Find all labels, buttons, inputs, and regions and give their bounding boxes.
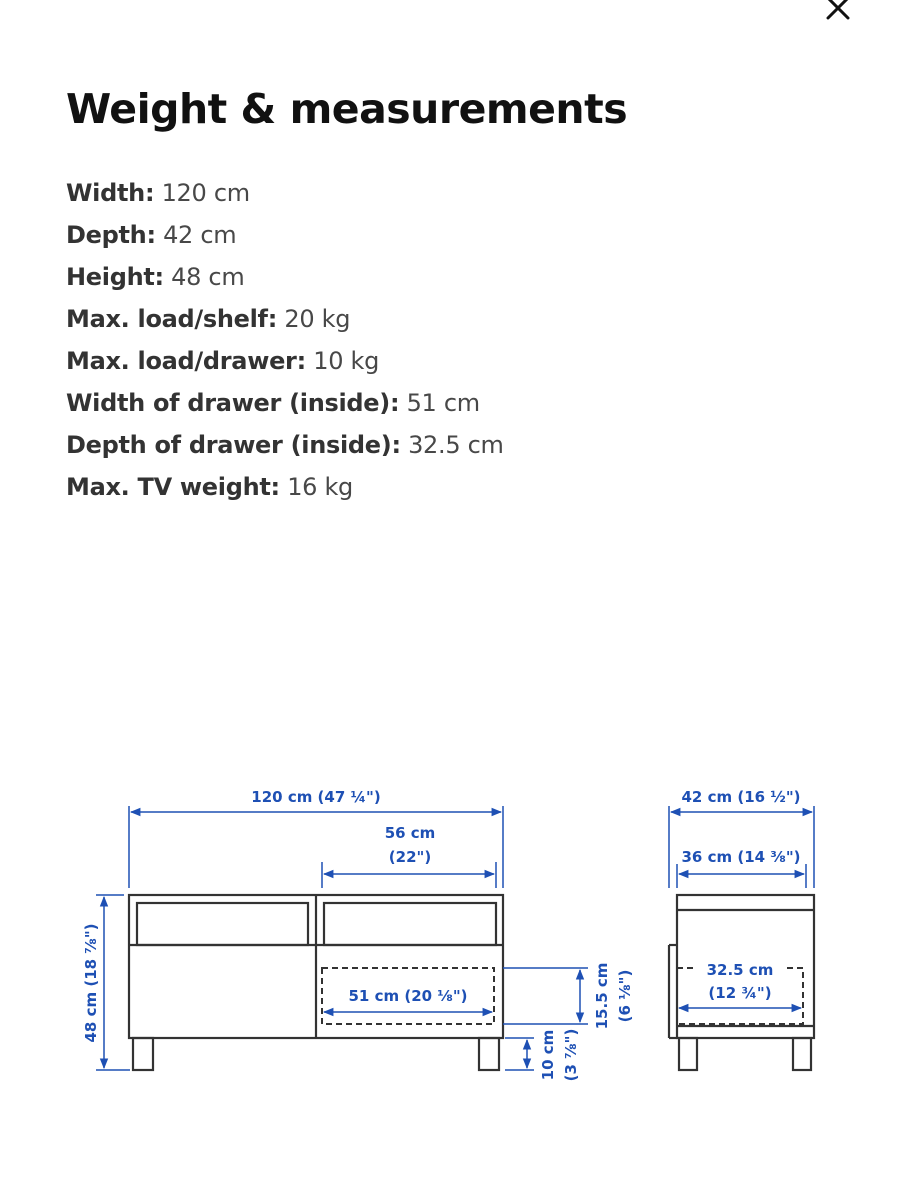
drawer-depth-label-in: (12 ¾"): [708, 984, 772, 1002]
spec-label: Max. TV weight:: [66, 473, 280, 501]
drawer-width-label: 51 cm (20 ⅛"): [348, 987, 468, 1005]
spec-value: 42 cm: [155, 221, 237, 249]
total-width-label: 120 cm (47 ¼"): [251, 788, 381, 806]
spec-value: 120 cm: [154, 179, 250, 207]
side-leg-left: [679, 1038, 697, 1070]
spec-label: Width:: [66, 179, 155, 207]
left-shelf-opening: [137, 903, 308, 945]
spec-label: Max. load/shelf:: [66, 305, 278, 333]
spec-value: 20 kg: [277, 305, 351, 333]
drawer-depth-label-cm: 32.5 cm: [706, 961, 774, 979]
drawer-height-label-in: (6 ⅛"): [616, 969, 634, 1023]
section-width-label-cm: 56 cm: [384, 824, 436, 842]
spec-label: Height:: [66, 263, 164, 291]
spec-label: Depth of drawer (inside):: [66, 431, 401, 459]
spec-value: 32.5 cm: [400, 431, 504, 459]
spec-value: 51 cm: [399, 389, 480, 417]
drawer-height-label-cm: 15.5 cm: [593, 962, 611, 1030]
leg-height-label-in: (3 ⅞"): [562, 1028, 580, 1082]
inner-depth-label: 36 cm (14 ⅜"): [681, 848, 801, 866]
leg-height-label-cm: 10 cm: [539, 1029, 557, 1081]
front-view: [129, 895, 503, 1070]
spec-value: 16 kg: [279, 473, 353, 501]
total-height-label: 48 cm (18 ⅞"): [82, 923, 100, 1043]
right-shelf-opening: [324, 903, 496, 945]
total-depth-label: 42 cm (16 ½"): [681, 788, 801, 806]
side-leg-right: [793, 1038, 811, 1070]
leg-right: [479, 1038, 499, 1070]
front-dimensions: [96, 806, 588, 1070]
spec-label: Depth:: [66, 221, 156, 249]
section-width-label-in: (22"): [388, 848, 432, 866]
spec-label: Max. load/drawer:: [66, 347, 306, 375]
spec-label: Width of drawer (inside):: [66, 389, 400, 417]
page-title: Weight & measurements: [66, 85, 628, 133]
spec-value: 10 kg: [305, 347, 380, 375]
leg-left: [133, 1038, 153, 1070]
spec-value: 48 cm: [163, 263, 245, 291]
